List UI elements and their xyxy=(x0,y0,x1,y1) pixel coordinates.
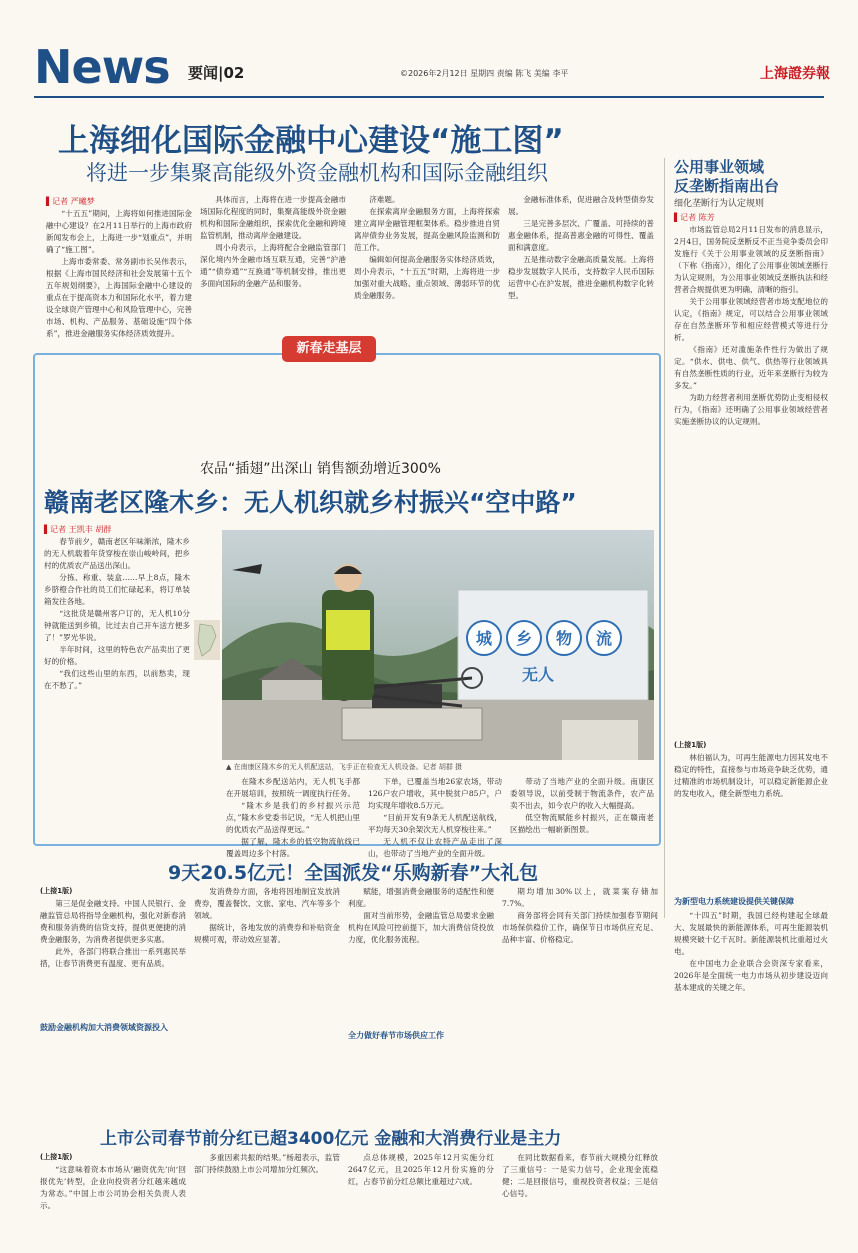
middle-subhead-2: 全力做好春节市场供应工作 xyxy=(348,1031,444,1040)
page-section: 要闻|02 xyxy=(188,64,245,82)
date-line: ©2026年2月12日 星期四 责编 陈飞 美编 李平 xyxy=(400,69,569,78)
photo-sign-text: 城 乡 物 流无人 xyxy=(476,629,613,684)
feature-photo xyxy=(222,530,654,760)
feature-photo-caption: ▲ 在南康区隆木乡的无人机配送站，飞手正在检查无人机设备。记者 胡群 摄 xyxy=(226,763,463,771)
lead-byline: ▌记者 严曦梦 xyxy=(46,197,95,206)
feature-column-3: 下单，已覆盖当地26家农场，带动126户农户增收，其中脱贫户85户，户均实现年增收8.5万元。 “目前开发有9条无人机配送航线，平均每天30余架次无人机穿梭往来。” 无人机不仅让农特产品走出了深山，也带动了当地产业的全面升级。 xyxy=(368,777,502,858)
sidebar-headline xyxy=(674,158,779,196)
masthead-rule xyxy=(34,96,824,98)
sidebar-byline: ▌记者 陈芳 xyxy=(674,213,715,222)
lead-column-3: 济难题。 在探索离岸金融服务方面，上海将探索建立离岸金融管理框架体系。稳步推进自贸离岸债券业务发展，提高金融风险监测和防范工作。 编辑如何提高金融服务实体经济质效，周小舟表示，“十五五”时期，上海将进一步加强对重大战略、重点领域、薄弱环节的优质金融服务。 xyxy=(354,195,500,300)
masthead-brand: News xyxy=(34,40,170,94)
bottom-column-3: 点总体规模，2025年12月实施分红2647亿元，且2025年12月份实施的分红，占春节前分红总额比重超过六成。 xyxy=(348,1153,494,1186)
middle-column-3: 赋能，增强消费金融服务的适配性和便利度。 面对当前形势，金融监管总局要求金融机构在风险可控前提下，加大消费信贷投放力度，优化服务流程。 xyxy=(348,887,494,944)
bottom-column-2: 多重因素共振的结果。”杨超表示，监管部门持续鼓励上市公司增加分红频次。 xyxy=(194,1153,340,1174)
bottom-column-4: 在同比数据看来，春节前大规模分红释放了三重信号：一是实力信号，企业现金流稳健；二是回报信号，重视投资者权益；三是信心信号。 xyxy=(502,1153,658,1198)
lead-headline: 上海细化国际金融中心建设“施工图” xyxy=(58,123,564,159)
middle-headline: 9天20.5亿元！全国派发“乐购新春”大礼包 xyxy=(168,862,539,884)
feature-column-4: 带动了当地产业的全面升级。南康区委领导说，以前受制于物流条件，农产品卖不出去，如今农户的收入大幅提高。 低空物流赋能乡村振兴，正在赣南老区描绘出一幅崭新图景。 xyxy=(510,777,654,834)
middle-subhead-1: 鼓励金融机构加大消费领域资源投入 xyxy=(40,1023,168,1032)
sidebar-headline-line-2: 反垄断指南出台 xyxy=(674,177,780,195)
lead-subheadline: 将进一步集聚高能级外资金融机构和国际金融组织 xyxy=(86,161,548,185)
county-map-image xyxy=(194,620,220,660)
middle-column-2: 发消费券方面，各地将因地制宜发放消费券，覆盖餐饮、文旅、家电、汽车等多个领域。 据统计，各地发放的消费券和补贴资金规模可观，带动效应显著。 xyxy=(194,887,340,944)
sidebar-body-2: 林伯福认为，可再生能源电力因其发电不稳定的特性，直接参与市场竞争缺乏优势，通过精准的市场机制设计，可以稳定新能源企业的发电收入，健全新型电力系统。 xyxy=(674,753,828,798)
sidebar-headline-line-1: 公用事业领域 xyxy=(674,158,765,176)
bottom-column-1: “这意味着资本市场从‘融资优先’向‘回报优先’转型，企业向投资者分红越来越成为常态。”中国上市公司协会相关负责人表示。 xyxy=(40,1165,186,1210)
feature-byline: ▌记者 王凯丰 胡群 xyxy=(44,525,112,534)
feature-column-1: 春节前夕，赣南老区年味渐浓，隆木乡的无人机载着年货穿梭在崇山峻岭间，把乡村的优质农产品送出深山。 分拣、称重、装盒……早上8点，隆木乡脐橙合作社的员工们忙碌起来，将订单装箱发往各地。 “这批货是赣州客户订的，无人机10分钟就能送到乡镇，比过去自己开车送方便多了！”罗光华说。 半年时间，这里的特色农产品卖出了更好的价格。 “我们这些山里的东西，以前愁卖，现在不愁了。” xyxy=(44,537,190,690)
feature-column-2: 在隆木乡配送站内，无人机飞手都在开展培训，按照统一调度执行任务。 “隆木乡是我们的乡村振兴示范点，”隆木乡党委书记说，“无人机把山里的优质农产品送得更远。” 据了解，隆木乡的低空物流航线已覆盖周边多个村落。 xyxy=(226,777,360,858)
sidebar-body-3: “十四五”时期，我国已经构建起全球最大、发展最快的新能源体系，可再生能源装机规模突破十亿千瓦时。新能源装机比重超过火电。 在中国电力企业联合会资深专家看来，2026年是全面统一电力市场从初步建设迈向基本建成的关键之年。 xyxy=(674,911,828,992)
newspaper-logo: 上海證券報 xyxy=(760,66,830,82)
middle-column-1: 第三是促金融支持。中国人民银行、金融监管总局将指导金融机构，强化对新春消费和服务消费的信贷支持，提供更便捷的消费金融服务，为消费者提供更多实惠。 此外，各部门将联合推出一系列惠民举措，让春节消费更有温度、更有品质。 xyxy=(40,899,186,968)
lead-column-1: “十五五”期间，上海将如何推进国际金融中心建设？在2月11日举行的上海市政府新闻发布会上，上海进一步“划重点”，并明确了“施工图”。 上海市委常委、常务副市长吴伟表示，根据《上海市国民经济和社会发展第十五个五年规划纲要》，上海国际金融中心建设的重点在于提高资本力和国际化水平，着力建设全球资产管理中心和风险管理中心，完善市场、机构、产品服务、基础设施“四个体系”，推进金融服务实体经济质效提升。 xyxy=(46,209,192,338)
sidebar-subhead: 为新型电力系统建设提供关键保障 xyxy=(674,897,794,906)
sidebar-source: (上接1版) xyxy=(674,741,707,749)
sidebar-subheadline: 细化垄断行为认定规则 xyxy=(674,199,765,209)
lead-column-4: 金融标准体系，促进融合及转型债券发展。 三是完善多层次、广覆盖、可持续的普惠金融体系，提高普惠金融的可得性、覆盖面和满意度。 五是推动数字金融高质量发展。上海将稳步发展数字人民币，支持数字人民币国际运营中心在沪发展，推进金融机构数字化转型。 xyxy=(508,195,654,300)
bottom-source: (上接1版) xyxy=(40,1153,73,1161)
middle-column-4: 期均增加30%以上，就菜案存储加7.7%。 商务部将会同有关部门持续加强春节期间市场保供稳价工作，确保节日市场供应充足、品种丰富、价格稳定。 xyxy=(502,887,658,944)
feature-kicker: 农品“插翅”出深山 销售额劲增近300% xyxy=(200,461,441,477)
lead-column-2: 具体而言，上海将在进一步提高金融市场国际化程度的同时，集聚高能级外资金融机构和国际金融组织，探索优化金融和跨境监管机制，推动离岸金融建设。 周小舟表示，上海将配合金融监管部门深化境内外金融市场互联互通，完善“沪港通”“债券通”“互换通”等机制安排，推出更多面向国际的金融产品和服务。 xyxy=(200,195,346,288)
middle-source: (上接1版) xyxy=(40,887,73,895)
bottom-headline: 上市公司春节前分红已超3400亿元 金融和大消费行业是主力 xyxy=(100,1129,562,1149)
sidebar-divider xyxy=(664,158,665,918)
sidebar-body: 市场监管总局2月11日发布的消息显示，2月4日，国务院反垄断反不正当竞争委员会印发施行《关于公用事业领域的反垄断指南》（下称《指南》），细化了公用事业领域垄断行为认定规则，为公用事业领域反垄断执法和经营者合规提供更为明确、清晰的指引。 关于公用事业领域经营者市场支配地位的认定，《指南》规定，可以结合公用事业领域存在自然垄断环节和相应经营模式等进行分析。 《指南》还对滥施条件性行为做出了规定。“供水、供电、供气、供热等行业领域具有自然垄断性质的行业，近年来垄断行为较为多发。” 为助力经营者利用垄断优势防止变相侵权行为，《指南》还明确了公用事业领域经营者实施垄断协议的认定规则。 xyxy=(674,225,828,426)
feature-badge: 新春走基层 xyxy=(282,336,376,362)
feature-headline: 赣南老区隆木乡：无人机织就乡村振兴“空中路” xyxy=(44,488,577,517)
